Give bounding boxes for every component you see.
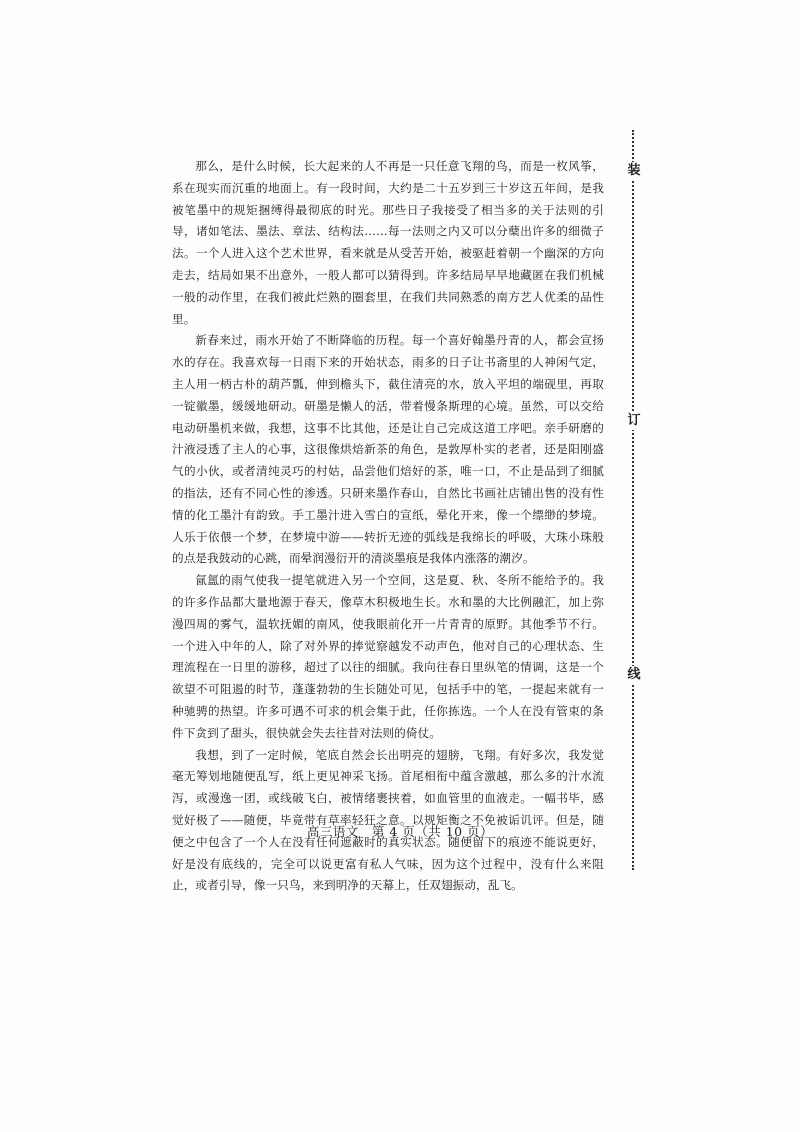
binding-char-ding: 订	[624, 412, 644, 430]
binding-dotted-line	[632, 130, 634, 870]
binding-char-zhuang: 装	[624, 162, 644, 180]
page-footer: 高三语文 第 4 页（共 10 页）	[306, 824, 494, 839]
paragraph-4: 我想，到了一定时候，笔底自然会长出明亮的翅膀，飞翔。有好多次，我发觉毫无筹划地随便乱写，纸上更见神采飞扬。首尾相衔中蕴含激越，那么多的汁水流泻，或漫逸一团，或线破飞白，被情绪裹挟着，如血管里的血液走。一幅书毕，感觉好极了——随便，毕竟带有草率轻狂之意。以规矩衡之不免被诟讥评。但是，随便之中包含了一个人在没有任何遮蔽时的真实状态。随便留下的痕迹不能说更好，好是没有底线的，完全可以说更富有私人气味，因为这个过程中，没有什么来阻止，或者引导，像一只鸟，来到明净的天幕上，任双翅振动，乱飞。	[172, 747, 604, 893]
binding-margin	[628, 130, 642, 870]
paragraph-3: 氤氲的雨气使我一提笔就进入另一个空间，这是夏、秋、冬所不能给予的。我的许多作品都大量地源于春天，像草木积极地生长。水和墨的大比例融汇，加上弥漫四周的雾气，温软抚媚的南风，使我眼前化开一片青青的原野。其他季节不行。一个进入中年的人，除了对外界的捧觉察越发不动声色，他对自己的心理状态、生理流程在一日里的游移，超过了以往的细腻。我向往春日里纵笔的情调，这是一个欲望不可阻遏的时节，蓬蓬勃勃的生长随处可见，包括手中的笔，一提起来就有一种驰骋的热望。许多可遇不可求的机会集于此，任你拣选。一个人在没有管束的条件下贪到了甜头，很快就会失去往昔对法则的倚仗。	[172, 573, 604, 740]
paragraph-1: 那么，是什么时候，长大起来的人不再是一只任意飞翔的鸟，而是一枚风筝，系在现实而沉重的地面上。有一段时间，大约是二十五岁到三十岁这五年间，是我被笔墨中的规矩捆缚得最彻底的时光。那些日子我接受了相当多的关于法则的引导，诸如笔法、墨法、章法、结构法……每一法则之内又可以分蘖出许多的细微子法。一个人进入这个艺术世界，看来就是从受苦开始，被驱赶着朝一个幽深的方向走去，结局如果不出意外，一般人都可以猜得到。许多结局早早地藏匿在我们机械一般的动作里，在我们被此烂熟的圈套里，在我们共同熟悉的南方艺人优柔的品性里。	[172, 159, 604, 326]
binding-char-xian: 线	[624, 666, 644, 684]
paragraph-2: 新春来过，雨水开始了不断降临的历程。每一个喜好翰墨丹青的人，都会宣扬水的存在。我喜欢每一日雨下来的开始状态，雨多的日子让书斋里的人神闲气定，主人用一柄古朴的葫芦瓢，伸到檐头下，截住清亮的水，放入平坦的端砚里，再取一锭徽墨，缓缓地研动。研墨是懒人的活，带着慢条斯理的心境。虽然，可以交给电动研墨机来做，我想，这事不比其他，还是让自己完成这道工序吧。亲手研磨的汁液浸透了主人的心事，这很像烘焙新茶的角色，是敦厚朴实的老者，还是阳刚盛气的小伙，或者清纯灵巧的村姑，品尝他们焙好的茶，唯一口，不止是品到了细腻的指法，还有不同心性的渗透。只研来墨作春山，自然比书画社店铺出售的没有性情的化工墨汁有韵致。手工墨汁进入雪白的宣纸，晕化开来，像一个缥缈的梦境。人乐于依偎一个梦，在梦境中游——转折无迹的弧线是我绵长的呼吸，大珠小珠般的点是我鼓动的心跳，而晕润漫衍开的清淡墨痕是我体内涨落的潮汐。	[172, 333, 604, 566]
article-body	[172, 156, 604, 897]
